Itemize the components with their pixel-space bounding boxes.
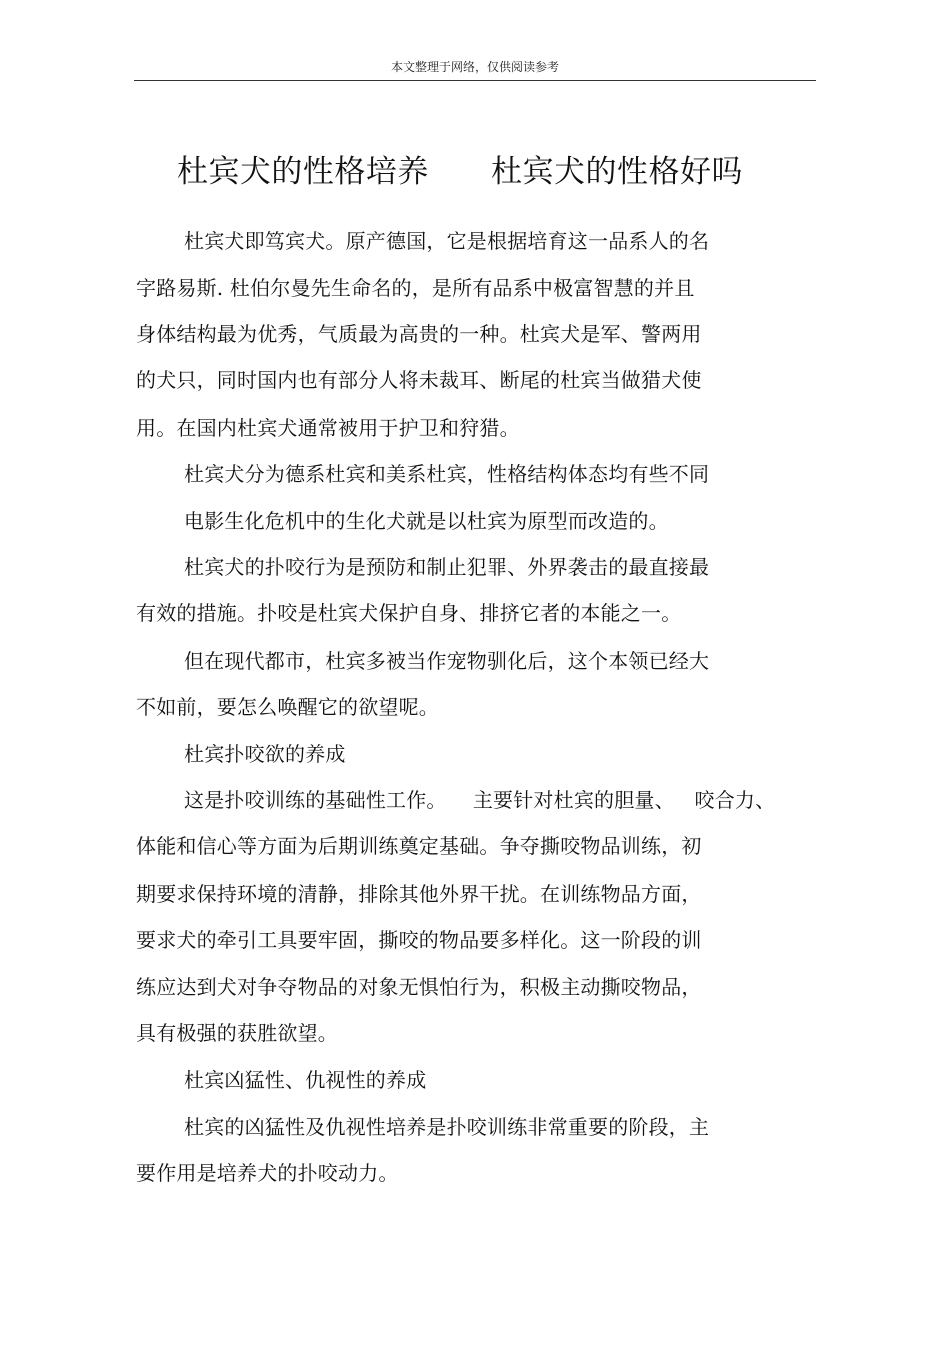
paragraph-line: 杜宾的凶猛性及仇视性培养是扑咬训练非常重要的阶段，主 [184,1115,710,1139]
paragraph-line: 练应达到犬对争夺物品的对象无惧怕行为，积极主动撕咬物品， [136,975,702,999]
page-header: 本文整理于网络，仅供阅读参考 [390,60,559,74]
paragraph-line: 身体结构最为优秀，气质最为高贵的一种。杜宾犬是军、警两用 [136,322,702,346]
section-heading: 杜宾扑咬欲的养成 [184,742,346,766]
paragraph-line: 具有极强的获胜欲望。 [136,1021,338,1045]
paragraph-line: 的犬只，同时国内也有部分人将未裁耳、断尾的杜宾当做猎犬使 [136,368,702,392]
paragraph-line: 要求犬的牵引工具要牢固，撕咬的物品要多样化。这一阶段的训 [136,928,702,952]
paragraph-line: 字路易斯. 杜伯尔曼先生命名的，是所有品系中极富智慧的并且 [136,276,695,300]
paragraph-line: 要作用是培养犬的扑咬动力。 [136,1161,399,1185]
paragraph-line: 用。在国内杜宾犬通常被用于护卫和狩猎。 [136,416,520,440]
section-heading: 杜宾凶猛性、仇视性的养成 [184,1068,427,1092]
paragraph-line: 体能和信心等方面为后期训练奠定基础。争夺撕咬物品训练，初 [136,834,702,858]
paragraph-line: 杜宾犬分为德系杜宾和美系杜宾，性格结构体态均有些不同 [184,462,710,486]
paragraph-line: 这是扑咬训练的基础性工作。 主要针对杜宾的胆量、 咬合力、 [184,788,776,812]
document-title: 杜宾犬的性格培养 杜宾犬的性格好吗 [176,154,744,190]
paragraph-line: 电影生化危机中的生化犬就是以杜宾为原型而改造的。 [184,509,669,533]
paragraph-line: 期要求保持环境的清静，排除其他外界干扰。在训练物品方面， [136,882,702,906]
paragraph-line: 杜宾犬即笃宾犬。原产德国，它是根据培育这一品系人的名 [184,229,710,253]
paragraph-line: 不如前，要怎么唤醒它的欲望呢。 [136,695,439,719]
paragraph-line: 有效的措施。扑咬是杜宾犬保护自身、排挤它者的本能之一。 [136,601,682,625]
paragraph-line: 但在现代都市，杜宾多被当作宠物驯化后，这个本领已经大 [184,649,710,673]
paragraph-line: 杜宾犬的扑咬行为是预防和制止犯罪、外界袭击的最直接最 [184,555,710,579]
header-divider [134,80,816,81]
